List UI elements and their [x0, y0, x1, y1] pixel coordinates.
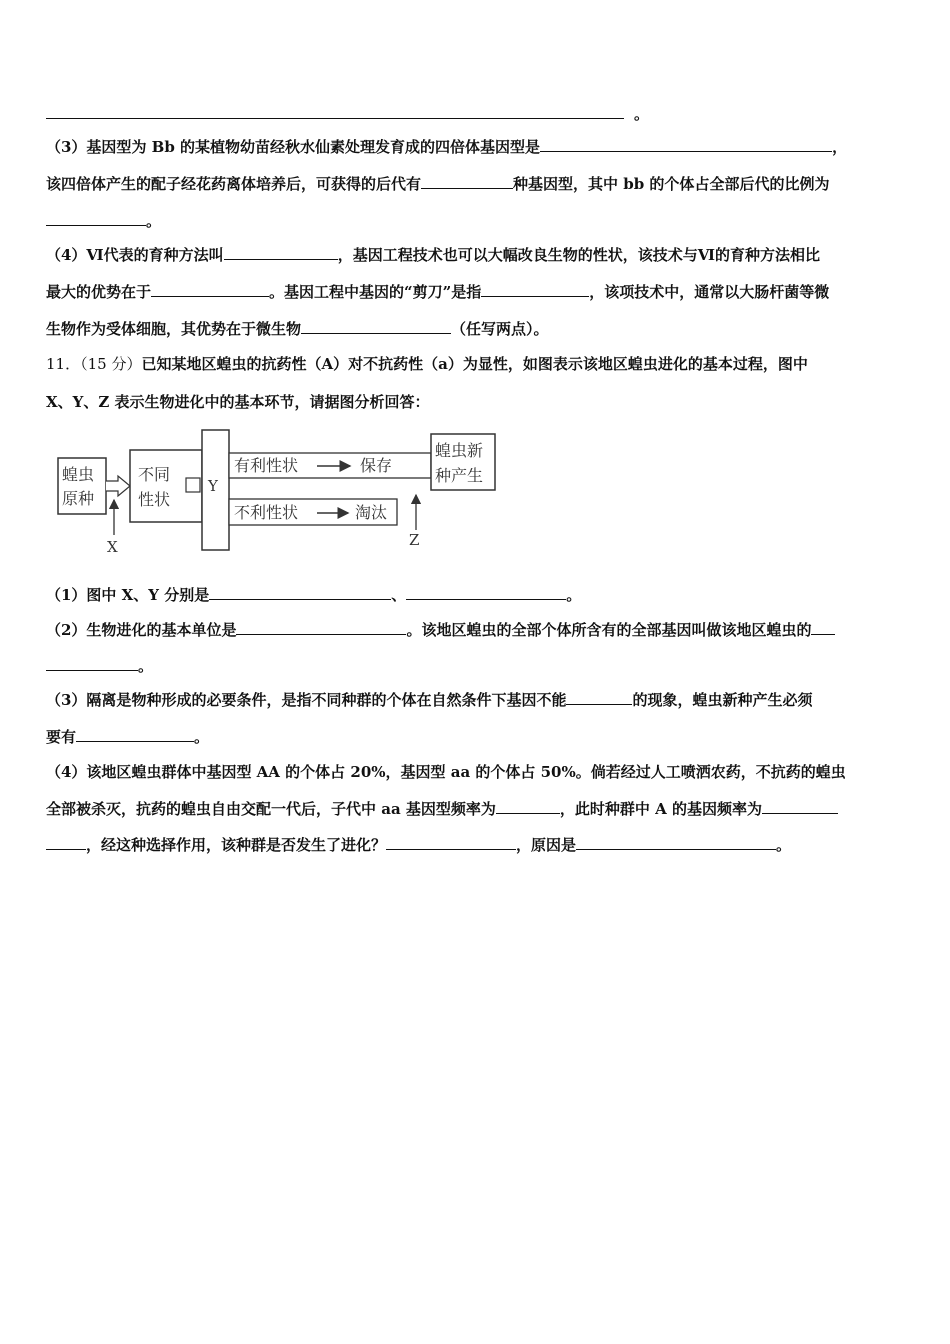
- blank: [46, 211, 146, 226]
- blank: [566, 690, 632, 705]
- blank: [481, 282, 589, 297]
- good-trait-text: 有利性状: [234, 456, 299, 475]
- q10-p4-text2: ，基因工程技术也可以大幅改良生物的性状，该技术与Ⅵ的育种方法相比: [337, 246, 820, 264]
- punct: 。: [566, 586, 582, 604]
- answer-line-0: [46, 104, 906, 124]
- label-z: Z: [409, 531, 420, 549]
- blank: [406, 585, 566, 600]
- blank: [46, 104, 624, 119]
- q11-p4-text: （4）该地区蝗虫群体中基因型 AA 的个体占 20%，基因型 aa 的个体占 50%。倘若经过人工喷洒农药，不抗药的蝗虫: [46, 763, 846, 781]
- q11-intro-text: 已知某地区蝗虫的抗药性（A）对不抗药性（a）为显性，如图表示该地区蝗虫进化的基本过程，图中: [141, 355, 808, 373]
- connector-square: [186, 478, 200, 492]
- q10-p4-text3: 最大的优势在于: [46, 283, 152, 301]
- blank: [224, 245, 338, 260]
- label-x: X: [107, 538, 118, 556]
- blank: [76, 727, 194, 742]
- q11-p4-line2: [46, 799, 906, 819]
- question-number: 11．（15 分）: [46, 355, 142, 373]
- q11-p2-text2: 。该地区蝗虫的全部个体所含有的全部基因叫做该地区蝗虫的: [406, 621, 812, 639]
- q10-p4-line3: [46, 319, 906, 339]
- box-traits-text-2: 性状: [138, 490, 171, 509]
- q10-p3-text2: 该四倍体产生的配子经花药离体培养后，可获得的后代有: [46, 175, 422, 193]
- q10-p4-text6: 生物作为受体细胞，其优势在于微生物: [46, 320, 302, 338]
- q11-p4-line3: [46, 835, 906, 855]
- q10-p4-text: （4）Ⅵ代表的育种方法叫: [46, 246, 224, 264]
- blank: [496, 799, 560, 814]
- blank: [386, 835, 516, 850]
- q10-p4-text5: ，该项技术中，通常以大肠杆菌等微: [589, 283, 830, 301]
- punct: 。: [138, 657, 154, 675]
- q10-p3-line2: [46, 174, 906, 194]
- q11-p3-line2: [46, 727, 906, 747]
- punct: 。: [194, 728, 210, 746]
- q10-p4-text7: （任写两点）。: [451, 320, 549, 338]
- q11-p3-line1: [46, 690, 906, 710]
- punct: 、: [391, 586, 407, 604]
- q10-p3-text: （3）基因型为 Bb 的某植物幼苗经秋水仙素处理发育成的四倍体基因型是: [46, 138, 541, 156]
- q11-intro-line2: [46, 392, 906, 412]
- q11-p4-text4: ，经这种选择作用，该种群是否发生了进化？: [86, 836, 387, 854]
- q11-p1-text: （1）图中 X、Y 分别是: [46, 586, 210, 604]
- punct: ，: [832, 138, 848, 156]
- blank: [209, 585, 391, 600]
- q11-p4-line1: [46, 762, 906, 782]
- blank: [151, 282, 269, 297]
- box-new-text-2: 种产生: [435, 466, 484, 485]
- q11-p4-text2: 全部被杀灭，抗药的蝗虫自由交配一代后，子代中 aa 基因型频率为: [46, 800, 496, 818]
- q10-p3-line1: [46, 137, 906, 157]
- evolution-diagram: [50, 425, 530, 560]
- blank: [811, 620, 835, 635]
- q11-p2-text: （2）生物进化的基本单位是: [46, 621, 237, 639]
- q11-p3-text: （3）隔离是物种形成的必要条件，是指不同种群的个体在自然条件下基因不能: [46, 691, 567, 709]
- q10-p4-line2: [46, 282, 906, 302]
- q11-p3-text2: 的现象，蝗虫新种产生必须: [632, 691, 813, 709]
- keep-text: 保存: [360, 456, 393, 475]
- q11-p4-text5: ，原因是: [516, 836, 577, 854]
- hollow-arrow: [106, 476, 130, 496]
- q11-p1-line: [46, 585, 906, 605]
- bad-trait-text: 不利性状: [234, 503, 299, 522]
- blank: [46, 656, 138, 671]
- q10-p3-text3: 种基因型，其中 bb 的个体占全部后代的比例为: [513, 175, 830, 193]
- blank: [576, 835, 776, 850]
- box-origin-text-1: 蝗虫: [62, 465, 95, 484]
- eliminate-text: 淘汰: [355, 503, 388, 522]
- box-origin-text-2: 原种: [62, 489, 95, 508]
- blank: [762, 799, 838, 814]
- q10-p3-line3: [46, 211, 906, 231]
- blank: [46, 835, 86, 850]
- q10-p4-text4: 。基因工程中基因的“剪刀”是指: [269, 283, 482, 301]
- label-y: Y: [208, 477, 218, 495]
- q11-intro-text2: X、Y、Z 表示生物进化中的基本环节，请据图分析回答：: [46, 393, 430, 411]
- punct: 。: [146, 212, 162, 230]
- blank: [236, 620, 406, 635]
- q11-intro-line1: [46, 354, 906, 374]
- box-new-text-1: 蝗虫新: [435, 441, 484, 460]
- punct: 。: [776, 836, 792, 854]
- period: 。: [634, 105, 650, 123]
- blank: [421, 174, 513, 189]
- q11-p2-line2: [46, 656, 906, 676]
- q11-p3-text3: 要有: [46, 728, 77, 746]
- blank: [301, 319, 451, 334]
- q10-p4-line1: [46, 245, 906, 265]
- q11-p4-text3: ，此时种群中 A 的基因频率为: [559, 800, 762, 818]
- blank: [540, 137, 832, 152]
- box-traits-text-1: 不同: [138, 465, 171, 484]
- q11-p2-line1: [46, 620, 906, 640]
